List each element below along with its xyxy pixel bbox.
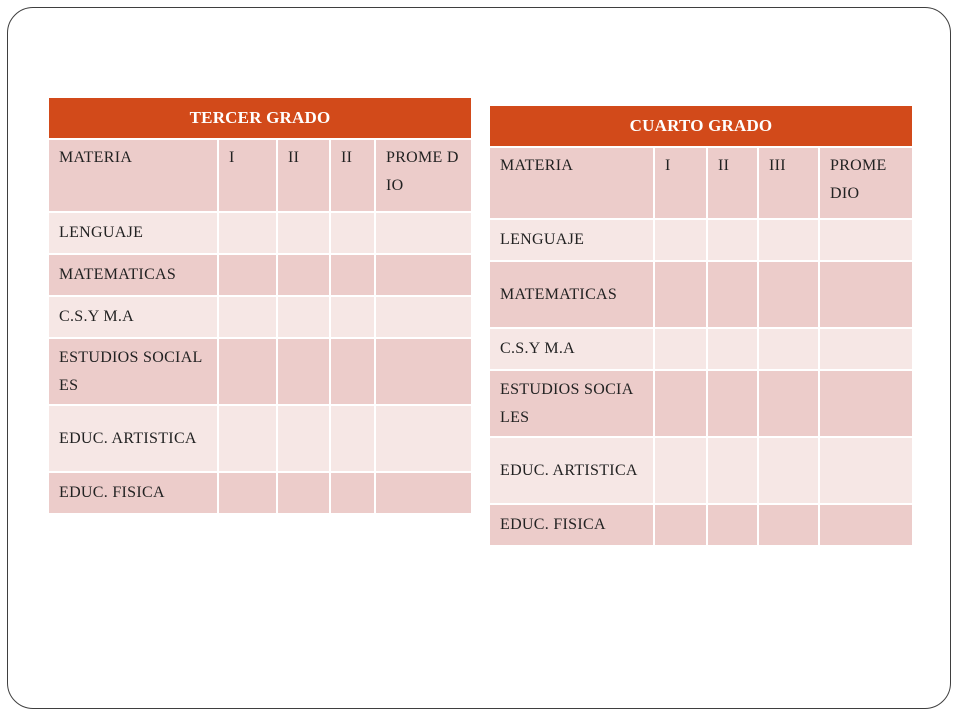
grade-cell: [375, 338, 472, 405]
header-materia: MATERIA: [489, 147, 654, 219]
subject-cell: ESTUDIOS SOCIALES: [48, 338, 218, 405]
grade-cell: [819, 328, 913, 370]
grade-cell: [819, 219, 913, 261]
grade-cell: [707, 219, 758, 261]
grade-cell: [330, 405, 375, 472]
grade-cell: [654, 328, 707, 370]
grade-cell: [330, 472, 375, 514]
table-row: [48, 212, 472, 254]
subject-cell: EDUC. FISICA: [48, 472, 218, 514]
grade-cell: [375, 472, 472, 514]
grade-cell: [654, 261, 707, 328]
subject-cell: EDUC. ARTISTICA: [489, 437, 654, 504]
grade-cell: [218, 212, 277, 254]
subject-cell: C.S.Y M.A: [489, 328, 654, 370]
table-row: [489, 504, 913, 546]
header-promedio: PROME DIO: [375, 139, 472, 212]
header-promedio: PROME DIO: [819, 147, 913, 219]
grade-cell: [375, 296, 472, 338]
header-period-2: II: [277, 139, 330, 212]
grade-cell: [218, 472, 277, 514]
grade-cell: [819, 261, 913, 328]
grade-cell: [819, 504, 913, 546]
grade-cell: [707, 328, 758, 370]
header-period-3: II: [330, 139, 375, 212]
header-row: [489, 147, 913, 219]
grade-cell: [707, 370, 758, 437]
table-row: [48, 472, 472, 514]
tercer-grado-table: [47, 96, 473, 515]
grade-cell: [819, 437, 913, 504]
grade-cell: [330, 338, 375, 405]
header-row: [48, 139, 472, 212]
subject-cell: ESTUDIOS SOCIALES: [489, 370, 654, 437]
grade-cell: [654, 504, 707, 546]
grade-cell: [218, 338, 277, 405]
grade-cell: [758, 370, 819, 437]
table-row: [489, 370, 913, 437]
grade-cell: [707, 504, 758, 546]
grade-cell: [654, 370, 707, 437]
table-row: [489, 261, 913, 328]
grade-cell: [707, 437, 758, 504]
grade-cell: [277, 472, 330, 514]
grade-cell: [758, 219, 819, 261]
grade-cell: [707, 261, 758, 328]
table-row: [48, 405, 472, 472]
header-materia: MATERIA: [48, 139, 218, 212]
cuarto-grado-table: [488, 104, 914, 547]
subject-cell: EDUC. FISICA: [489, 504, 654, 546]
grade-cell: [218, 254, 277, 296]
grade-cell: [330, 254, 375, 296]
subject-cell: C.S.Y M.A: [48, 296, 218, 338]
grade-cell: [330, 212, 375, 254]
subject-cell: LENGUAJE: [489, 219, 654, 261]
grade-cell: [218, 296, 277, 338]
table-row: [48, 254, 472, 296]
header-period-1: I: [654, 147, 707, 219]
table-title: TERCER GRADO: [48, 97, 472, 139]
grade-cell: [330, 296, 375, 338]
grade-cell: [277, 254, 330, 296]
grade-cell: [277, 405, 330, 472]
table-row: [48, 338, 472, 405]
grade-cell: [375, 212, 472, 254]
subject-cell: MATEMATICAS: [48, 254, 218, 296]
table-row: [489, 437, 913, 504]
table-row: [48, 296, 472, 338]
grade-cell: [375, 254, 472, 296]
table-row: [489, 219, 913, 261]
header-period-1: I: [218, 139, 277, 212]
subject-cell: EDUC. ARTISTICA: [48, 405, 218, 472]
grade-cell: [654, 219, 707, 261]
grade-cell: [218, 405, 277, 472]
grade-cell: [758, 437, 819, 504]
grade-cell: [654, 437, 707, 504]
grade-cell: [277, 338, 330, 405]
table-title: CUARTO GRADO: [489, 105, 913, 147]
header-period-2: II: [707, 147, 758, 219]
grade-cell: [758, 261, 819, 328]
grade-cell: [375, 405, 472, 472]
subject-cell: LENGUAJE: [48, 212, 218, 254]
header-period-3: III: [758, 147, 819, 219]
grade-cell: [758, 328, 819, 370]
subject-cell: MATEMATICAS: [489, 261, 654, 328]
grade-cell: [277, 212, 330, 254]
table-row: [489, 328, 913, 370]
grade-cell: [277, 296, 330, 338]
grade-cell: [819, 370, 913, 437]
grade-cell: [758, 504, 819, 546]
